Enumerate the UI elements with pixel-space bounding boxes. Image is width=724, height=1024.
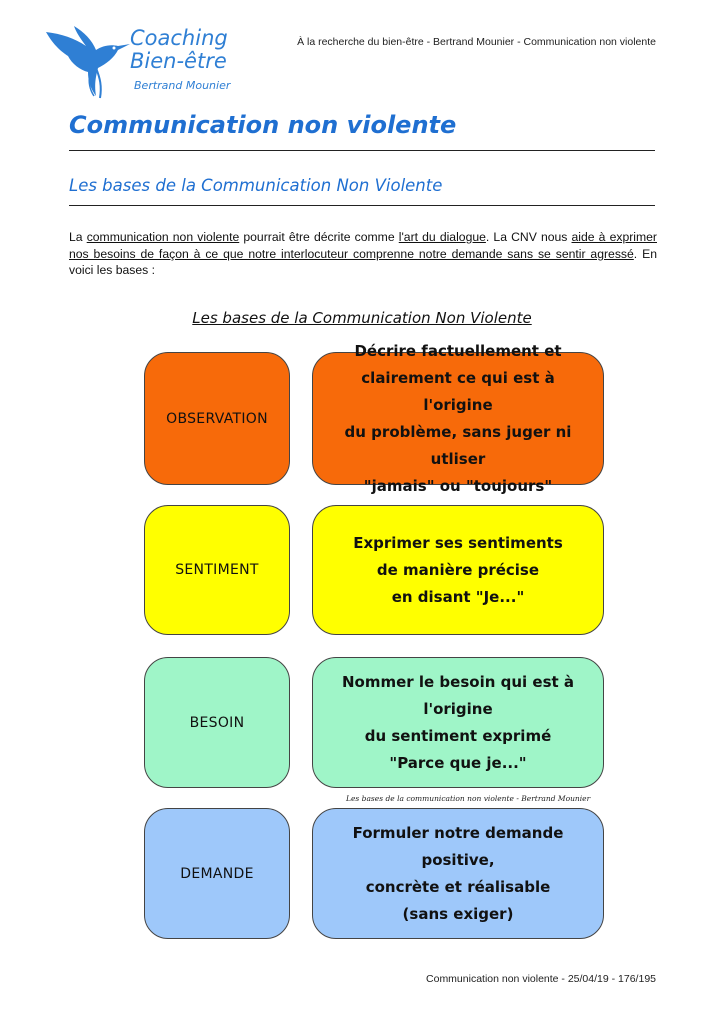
desc-besoin: Nommer le besoin qui est à l'origine du sentiment exprimé "Parce que je..." [312, 657, 604, 788]
logo-author: Bertrand Mounier [134, 79, 231, 92]
desc-sentiment: Exprimer ses sentiments de manière précise en disant "Je..." [312, 505, 604, 635]
section-title: Les bases de la Communication Non Violente [69, 176, 443, 195]
running-header: À la recherche du bien-être - Bertrand Mounier - Communication non violente [297, 36, 656, 48]
label-demande: DEMANDE [144, 808, 290, 939]
label-sentiment: SENTIMENT [144, 505, 290, 635]
para-text-1: La [69, 230, 87, 244]
label-observation: OBSERVATION [144, 352, 290, 485]
desc-observation: Décrire factuellement et clairement ce qui est à l'origine du problème, sans juger ni utliser "jamais" ou "toujours" [312, 352, 604, 485]
section-divider [69, 205, 655, 206]
logo [44, 24, 244, 104]
label-besoin: BESOIN [144, 657, 290, 788]
title-divider [69, 150, 655, 151]
page-footer: Communication non violente - 25/04/19 - 176/195 [426, 973, 656, 985]
page-title: Communication non violente [69, 111, 457, 139]
para-underline-2: l'art du dialogue [398, 230, 486, 244]
logo-line-coaching: Coaching [130, 26, 228, 50]
para-underline-1: communication non violente [86, 230, 240, 244]
desc-demande: Formuler notre demande positive, concrète et réalisable (sans exiger) [312, 808, 604, 939]
para-underline-3: aide à exprimer nos besoins de façon à ce que notre interlocuteur comprenne notre demande sans se sentir agressé [69, 230, 657, 261]
hummingbird-icon [44, 24, 134, 104]
intro-paragraph [69, 229, 657, 279]
para-text-4: . En voici les bases : [69, 246, 657, 277]
diagram-caption: Les bases de la communication non violente - Bertrand Mounier [346, 794, 591, 803]
para-text-3: . La CNV nous [485, 230, 572, 244]
para-text-2: pourrait être décrite comme [239, 230, 399, 244]
diagram-title: Les bases de la Communication Non Violente [192, 309, 532, 327]
logo-line-bien-etre: Bien-être [130, 49, 227, 73]
